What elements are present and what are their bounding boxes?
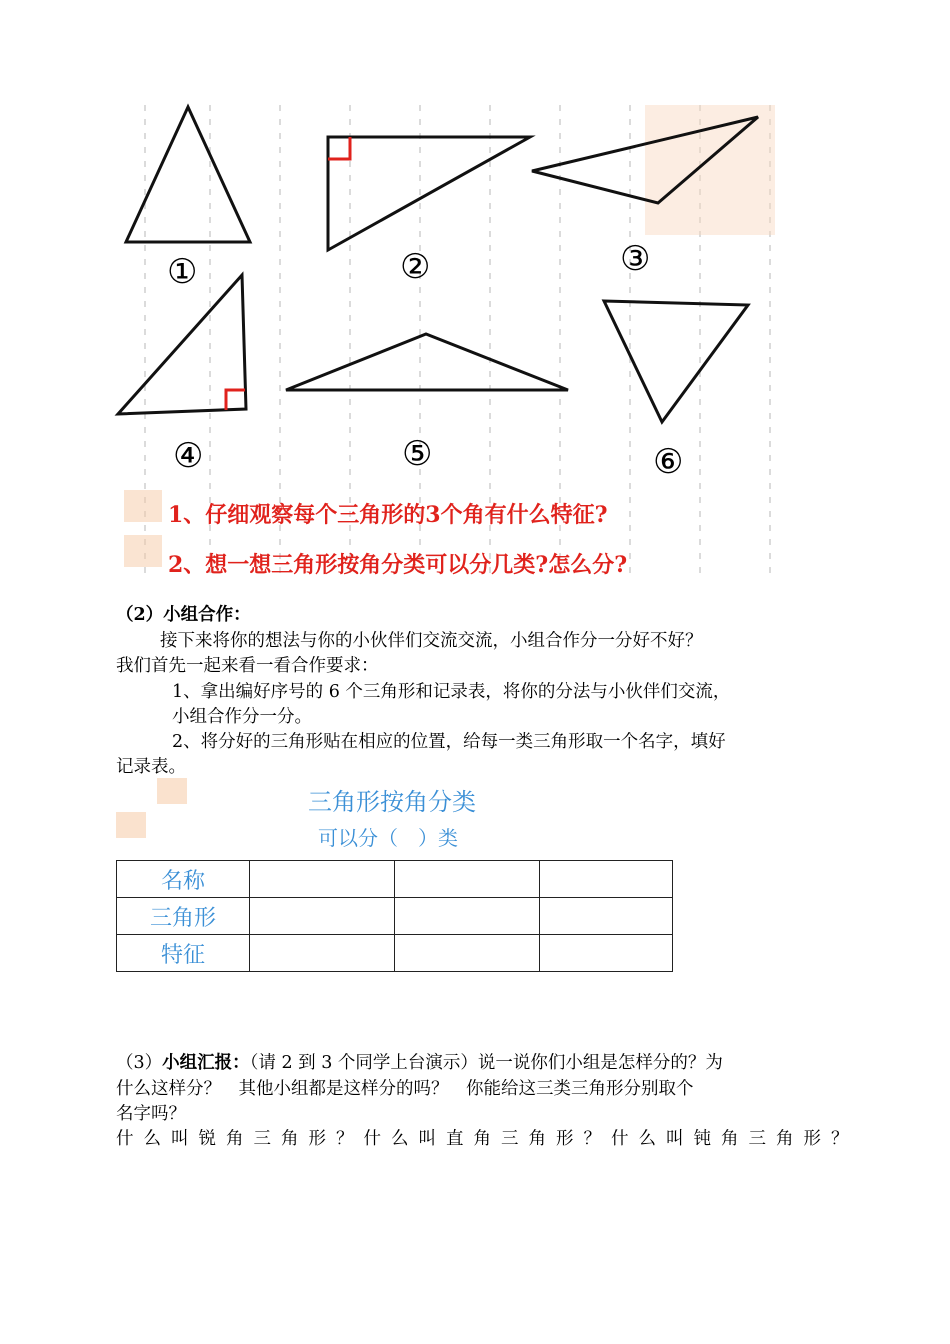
label-5: ⑤ [402, 434, 433, 474]
watermark-seal [645, 105, 775, 235]
label-3: ③ [620, 239, 651, 279]
table-cell[interactable] [250, 861, 395, 898]
table-cell[interactable] [395, 935, 540, 972]
table-cell[interactable] [395, 861, 540, 898]
table-cell[interactable] [540, 898, 673, 935]
label-1: ① [167, 252, 198, 292]
right-angle-mark-2 [328, 137, 350, 159]
watermark-stamp [157, 778, 187, 804]
table-cell[interactable] [250, 935, 395, 972]
section3-label: （3） [116, 1053, 163, 1073]
section3-line2: 什么这样分？ 其他小组都是这样分的吗？ 你能给这三类三角形分别取个 [116, 1079, 694, 1099]
table-cell[interactable] [540, 935, 673, 972]
requirement-2-line2: 记录表。 [116, 757, 186, 777]
section3-line4: 什么叫锐角三角形？什么叫直角三角形？什么叫钝角三角形？ [116, 1129, 859, 1149]
table-cell[interactable] [395, 898, 540, 935]
section2-intro-line2: 我们首先一起来看一看合作要求： [116, 656, 379, 676]
section3-line1 [116, 1051, 723, 1076]
label-4: ④ [173, 436, 204, 476]
watermark-stamp [124, 535, 162, 567]
row-header-triangle: 三角形 [117, 898, 250, 935]
watermark-stamp [124, 490, 162, 522]
record-card-subtitle: 可以分（ ）类 [318, 826, 458, 850]
record-card-title: 三角形按角分类 [308, 788, 476, 816]
table-cell[interactable] [540, 861, 673, 898]
watermark-stamp [116, 812, 146, 838]
label-2: ② [400, 247, 431, 287]
triangle-2 [328, 137, 530, 250]
table-row [117, 935, 673, 972]
section3-heading: 小组汇报： [162, 1053, 250, 1073]
question-2: 2、想一想三角形按角分类可以分几类?怎么分? [168, 552, 628, 578]
section2-intro-line1: 接下来将你的想法与你的小伙伴们交流交流，小组合作分一分好不好？ [160, 631, 703, 651]
table-row [117, 861, 673, 898]
table-row [117, 898, 673, 935]
triangle-6 [604, 301, 748, 422]
row-header-name: 名称 [117, 861, 250, 898]
row-header-feature: 特征 [117, 935, 250, 972]
label-6: ⑥ [653, 442, 684, 482]
triangle-5 [286, 334, 568, 390]
section2-heading: （2）小组合作： [116, 605, 251, 625]
right-angle-mark-4 [226, 390, 245, 410]
requirement-1-line1: 1、拿出编好序号的 6 个三角形和记录表，将你的分法与小伙伴们交流， [172, 682, 731, 702]
requirement-1-line2: 小组合作分一分。 [172, 707, 312, 727]
table-cell[interactable] [250, 898, 395, 935]
question-1: 1、仔细观察每个三角形的3个角有什么特征? [168, 502, 608, 528]
section3-line1-text: （请 2 到 3 个同学上台演示）说一说你们小组是怎样分的？为 [249, 1053, 723, 1073]
section3-line3: 名字吗？ [116, 1104, 186, 1124]
record-table [116, 860, 673, 972]
requirement-2-line1: 2、将分好的三角形贴在相应的位置，给每一类三角形取一个名字，填好 [172, 732, 726, 752]
